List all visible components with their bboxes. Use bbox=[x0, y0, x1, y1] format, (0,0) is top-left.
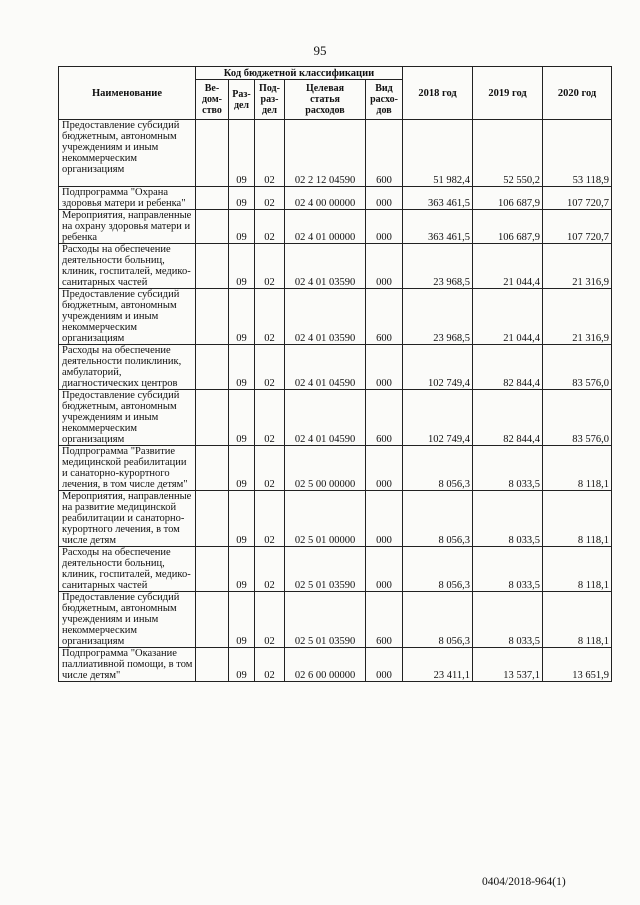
header-vid: Вид расхо- дов bbox=[366, 80, 403, 120]
cell-name: Расходы на обеспечение деятельности поликлиник, амбулаторий, диагностических центров bbox=[59, 345, 196, 390]
table-body bbox=[59, 120, 612, 682]
cell-2020: 13 651,9 bbox=[543, 648, 612, 682]
cell-vid: 000 bbox=[366, 446, 403, 491]
cell-razdel: 09 bbox=[229, 244, 255, 289]
cell-ved bbox=[196, 289, 229, 345]
cell-target: 02 4 00 00000 bbox=[285, 187, 366, 210]
cell-podrazdel: 02 bbox=[255, 187, 285, 210]
table-row bbox=[59, 210, 612, 244]
table-row bbox=[59, 345, 612, 390]
cell-razdel: 09 bbox=[229, 491, 255, 547]
cell-2018: 23 968,5 bbox=[403, 244, 473, 289]
cell-2018: 363 461,5 bbox=[403, 210, 473, 244]
cell-name: Расходы на обеспечение деятельности больниц, клиник, госпиталей, медико-санитарных частей bbox=[59, 244, 196, 289]
cell-vid: 600 bbox=[366, 120, 403, 187]
cell-2019: 82 844,4 bbox=[473, 390, 543, 446]
cell-name: Подпрограмма "Оказание паллиативной помощи, в том числе детям" bbox=[59, 648, 196, 682]
cell-name: Подпрограмма "Охрана здоровья матери и ребенка" bbox=[59, 187, 196, 210]
header-name: Наименование bbox=[59, 67, 196, 120]
cell-target: 02 4 01 03590 bbox=[285, 244, 366, 289]
cell-2018: 363 461,5 bbox=[403, 187, 473, 210]
table-row bbox=[59, 491, 612, 547]
cell-2019: 21 044,4 bbox=[473, 244, 543, 289]
cell-target: 02 5 01 00000 bbox=[285, 491, 366, 547]
header-podrazdel: Под- раз- дел bbox=[255, 80, 285, 120]
cell-2020: 8 118,1 bbox=[543, 592, 612, 648]
cell-ved bbox=[196, 345, 229, 390]
cell-razdel: 09 bbox=[229, 120, 255, 187]
cell-razdel: 09 bbox=[229, 289, 255, 345]
cell-target: 02 2 12 04590 bbox=[285, 120, 366, 187]
cell-razdel: 09 bbox=[229, 345, 255, 390]
cell-razdel: 09 bbox=[229, 390, 255, 446]
cell-vid: 000 bbox=[366, 345, 403, 390]
cell-target: 02 6 00 00000 bbox=[285, 648, 366, 682]
cell-podrazdel: 02 bbox=[255, 491, 285, 547]
cell-2020: 21 316,9 bbox=[543, 289, 612, 345]
cell-2019: 21 044,4 bbox=[473, 289, 543, 345]
cell-2018: 8 056,3 bbox=[403, 491, 473, 547]
cell-ved bbox=[196, 547, 229, 592]
cell-name: Предоставление субсидий бюджетным, автономным учреждениям и иным некоммерческим организациям bbox=[59, 592, 196, 648]
header-ved: Ве- дом- ство bbox=[196, 80, 229, 120]
cell-2019: 106 687,9 bbox=[473, 187, 543, 210]
cell-vid: 600 bbox=[366, 390, 403, 446]
cell-target: 02 5 00 00000 bbox=[285, 446, 366, 491]
cell-razdel: 09 bbox=[229, 446, 255, 491]
cell-podrazdel: 02 bbox=[255, 648, 285, 682]
cell-podrazdel: 02 bbox=[255, 244, 285, 289]
cell-2018: 8 056,3 bbox=[403, 446, 473, 491]
cell-ved bbox=[196, 446, 229, 491]
cell-2019: 52 550,2 bbox=[473, 120, 543, 187]
header-code-group: Код бюджетной классификации bbox=[196, 67, 403, 80]
cell-ved bbox=[196, 120, 229, 187]
cell-2020: 8 118,1 bbox=[543, 446, 612, 491]
cell-2018: 8 056,3 bbox=[403, 592, 473, 648]
cell-2018: 23 968,5 bbox=[403, 289, 473, 345]
table-row bbox=[59, 120, 612, 187]
cell-ved bbox=[196, 210, 229, 244]
cell-vid: 600 bbox=[366, 289, 403, 345]
cell-vid: 000 bbox=[366, 210, 403, 244]
table-row bbox=[59, 592, 612, 648]
cell-name: Предоставление субсидий бюджетным, автономным учреждениям и иным некоммерческим организациям bbox=[59, 120, 196, 187]
cell-2018: 102 749,4 bbox=[403, 390, 473, 446]
cell-name: Предоставление субсидий бюджетным, автономным учреждениям и иным некоммерческим организациям bbox=[59, 390, 196, 446]
cell-ved bbox=[196, 244, 229, 289]
cell-2019: 8 033,5 bbox=[473, 592, 543, 648]
cell-target: 02 5 01 03590 bbox=[285, 547, 366, 592]
cell-razdel: 09 bbox=[229, 187, 255, 210]
table-row bbox=[59, 446, 612, 491]
cell-name: Подпрограмма "Развитие медицинской реабилитации и санаторно-курортного лечения, в том числе детям" bbox=[59, 446, 196, 491]
cell-podrazdel: 02 bbox=[255, 289, 285, 345]
cell-2018: 23 411,1 bbox=[403, 648, 473, 682]
header-2019: 2019 год bbox=[473, 67, 543, 120]
cell-podrazdel: 02 bbox=[255, 446, 285, 491]
cell-2020: 107 720,7 bbox=[543, 187, 612, 210]
cell-name: Мероприятия, направленные на развитие медицинской реабилитации и санаторно-курортного лечения, в том числе детям bbox=[59, 491, 196, 547]
cell-2019: 8 033,5 bbox=[473, 547, 543, 592]
cell-ved bbox=[196, 592, 229, 648]
cell-2020: 83 576,0 bbox=[543, 345, 612, 390]
cell-vid: 600 bbox=[366, 592, 403, 648]
cell-razdel: 09 bbox=[229, 592, 255, 648]
cell-target: 02 4 01 04590 bbox=[285, 345, 366, 390]
cell-podrazdel: 02 bbox=[255, 547, 285, 592]
cell-vid: 000 bbox=[366, 491, 403, 547]
header-2018: 2018 год bbox=[403, 67, 473, 120]
cell-ved bbox=[196, 648, 229, 682]
cell-2019: 8 033,5 bbox=[473, 446, 543, 491]
cell-vid: 000 bbox=[366, 648, 403, 682]
cell-2018: 8 056,3 bbox=[403, 547, 473, 592]
cell-vid: 000 bbox=[366, 547, 403, 592]
cell-2019: 13 537,1 bbox=[473, 648, 543, 682]
table-row bbox=[59, 289, 612, 345]
cell-name: Предоставление субсидий бюджетным, автономным учреждениям и иным некоммерческим организациям bbox=[59, 289, 196, 345]
cell-ved bbox=[196, 491, 229, 547]
table-row bbox=[59, 547, 612, 592]
cell-name: Расходы на обеспечение деятельности больниц, клиник, госпиталей, медико-санитарных частей bbox=[59, 547, 196, 592]
cell-target: 02 4 01 00000 bbox=[285, 210, 366, 244]
cell-2018: 102 749,4 bbox=[403, 345, 473, 390]
cell-podrazdel: 02 bbox=[255, 592, 285, 648]
document-code: 0404/2018-964(1) bbox=[482, 876, 566, 888]
cell-2020: 8 118,1 bbox=[543, 491, 612, 547]
header-target: Целевая статья расходов bbox=[285, 80, 366, 120]
cell-podrazdel: 02 bbox=[255, 390, 285, 446]
header-2020: 2020 год bbox=[543, 67, 612, 120]
table-row bbox=[59, 244, 612, 289]
cell-name: Мероприятия, направленные на охрану здоровья матери и ребенка bbox=[59, 210, 196, 244]
cell-2020: 21 316,9 bbox=[543, 244, 612, 289]
cell-2019: 106 687,9 bbox=[473, 210, 543, 244]
cell-2020: 8 118,1 bbox=[543, 547, 612, 592]
cell-vid: 000 bbox=[366, 244, 403, 289]
cell-razdel: 09 bbox=[229, 547, 255, 592]
cell-2019: 82 844,4 bbox=[473, 345, 543, 390]
cell-podrazdel: 02 bbox=[255, 120, 285, 187]
cell-2020: 83 576,0 bbox=[543, 390, 612, 446]
cell-2018: 51 982,4 bbox=[403, 120, 473, 187]
budget-table bbox=[58, 66, 612, 682]
cell-2020: 107 720,7 bbox=[543, 210, 612, 244]
cell-ved bbox=[196, 390, 229, 446]
cell-target: 02 5 01 03590 bbox=[285, 592, 366, 648]
page-number: 95 bbox=[313, 43, 327, 58]
cell-2020: 53 118,9 bbox=[543, 120, 612, 187]
table-row bbox=[59, 390, 612, 446]
cell-target: 02 4 01 04590 bbox=[285, 390, 366, 446]
table-row bbox=[59, 648, 612, 682]
cell-ved bbox=[196, 187, 229, 210]
cell-vid: 000 bbox=[366, 187, 403, 210]
cell-podrazdel: 02 bbox=[255, 345, 285, 390]
header-razdel: Раз- дел bbox=[229, 80, 255, 120]
cell-razdel: 09 bbox=[229, 210, 255, 244]
cell-2019: 8 033,5 bbox=[473, 491, 543, 547]
cell-razdel: 09 bbox=[229, 648, 255, 682]
cell-target: 02 4 01 03590 bbox=[285, 289, 366, 345]
table-row bbox=[59, 187, 612, 210]
cell-podrazdel: 02 bbox=[255, 210, 285, 244]
